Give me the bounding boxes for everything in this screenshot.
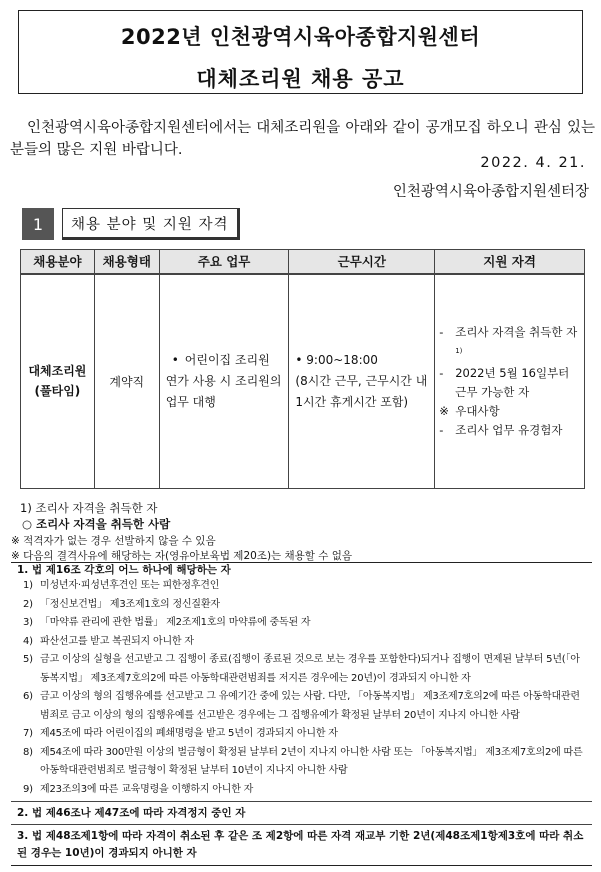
qualification-text: 조리사 자격을 취득한 자$^{1)}$ <box>455 324 578 355</box>
cell-qualification <box>435 274 585 489</box>
qualification-mark: - <box>439 324 444 339</box>
list-item-text: 「정신보건법」 제3조제1호의 정신질환자 <box>40 598 220 610</box>
list-item-number: 3) <box>23 617 33 628</box>
list-item-text: 파산선고를 받고 복권되지 아니한 자 <box>40 635 194 647</box>
list-item-number: 7) <box>23 728 33 739</box>
qualification-mark: ※ <box>439 403 449 418</box>
notice-signer: 인천광역시육아종합지원센터장 <box>392 184 589 200</box>
header-hours: 근무시간 <box>289 250 435 274</box>
table-row <box>21 274 585 489</box>
disqualification-list <box>11 577 592 799</box>
footnote-4: ※ 다음의 결격사유에 해당하는 자(영유아보육법 제20조)는 채용할 수 없음 <box>11 550 353 562</box>
cell-field <box>21 274 95 489</box>
list-item-number: 6) <box>23 691 33 702</box>
list-item <box>11 688 592 725</box>
qualification-mark: - <box>439 365 444 380</box>
list-item <box>11 725 592 744</box>
list-item <box>11 633 592 652</box>
qualification-item <box>439 402 581 421</box>
header-duty: 주요 업무 <box>159 250 289 274</box>
list-item-number: 9) <box>23 783 33 795</box>
header-field: 채용분야 <box>21 250 95 274</box>
list-item-number: 1) <box>23 580 33 591</box>
list-item <box>11 744 592 781</box>
cell-type: 계약직 <box>94 274 159 489</box>
divider <box>11 824 592 825</box>
section-heading <box>22 208 240 240</box>
list-item-text: 미성년자·피성년후견인 또는 피한정후견인 <box>40 580 220 591</box>
field-name: 대체조리원 <box>28 364 87 379</box>
header-qualification: 지원 자격 <box>435 250 585 274</box>
list-item-text: 금고 이상의 실형을 선고받고 그 집행이 종료(집행이 종료된 것으로 보는 경우를 포함한다)되거나 집행이 면제된 날부터 5년(「아동복지법」 제3조제7호의2에 따른 아동학대관련범죄를 저지른 경우에는 20년)이 경과되지 아니한 자 <box>40 654 580 684</box>
qualification-item <box>439 364 581 402</box>
title-line2: 대체조리원 채용 공고 <box>196 67 405 91</box>
qualification-text: 조리사 업무 유경험자 <box>455 422 563 437</box>
footnote-3: ※ 적격자가 없는 경우 선발하지 않을 수 있음 <box>11 535 216 547</box>
header-type: 채용형태 <box>94 250 159 274</box>
section-number: 1 <box>22 208 54 240</box>
title-line1: 2022년 인천광역시육아종합지원센터 <box>120 25 481 49</box>
divider <box>11 801 592 802</box>
qualification-item <box>439 323 581 364</box>
disqualification-item-3: 3. 법 제48조제1항에 따라 자격이 취소된 후 같은 조 제2항에 따른 자격 재교부 기한 2년(제48조제1항제3호에 따라 취소된 경우는 10년)이 경과되지 아니한 자 <box>17 830 584 859</box>
hours-time: • 9:00~18:00 <box>295 352 378 367</box>
list-item-number: 8) <box>23 746 33 758</box>
notice-date: 2022. 4. 21. <box>480 155 586 171</box>
list-item-number: 4) <box>23 635 33 647</box>
list-item <box>11 577 592 596</box>
list-item <box>11 614 592 633</box>
duty-text: 어린이집 조리원 연가 사용 시 조리원의 업무 대행 <box>165 352 282 409</box>
table-header-row <box>21 250 585 274</box>
list-item-text: 제45조에 따라 어린이집의 폐쇄명령을 받고 5년이 경과되지 아니한 자 <box>40 728 338 739</box>
qualification-mark: - <box>439 422 444 437</box>
list-item-number: 2) <box>23 598 33 610</box>
qualification-text: 2022년 5월 16일부터 근무 가능한 자 <box>455 365 570 399</box>
list-item-number: 5) <box>23 654 33 665</box>
qualification-text: 우대사항 <box>455 403 500 418</box>
duty-bullet: • <box>171 352 179 367</box>
footnote-2: ○ 조리사 자격을 취득한 사람 <box>22 517 171 531</box>
section-title: 채용 분야 및 지원 자격 <box>62 208 240 240</box>
field-detail: (풀타임) <box>34 384 81 399</box>
cell-hours <box>289 274 435 489</box>
disqualification-item-1: 1. 법 제16조 각호의 어느 하나에 해당하는 자 <box>17 564 231 576</box>
list-item-text: 금고 이상의 형의 집행유예를 선고받고 그 유예기간 중에 있는 사람. 다만, 「아동복지법」 제3조제7호의2에 따른 아동학대관련범죄로 금고 이상의 형의 집행유예를 선고받은 경우에는 그 집행유예가 확정된 날부터 20년이 지나지 아니한 사람 <box>40 691 580 721</box>
disqualification-box <box>11 562 592 866</box>
recruitment-table <box>20 249 585 489</box>
hours-detail: (8시간 근무, 근무시간 내 1시간 휴게시간 포함) <box>295 373 428 409</box>
list-item <box>11 781 592 800</box>
title-box <box>18 10 583 94</box>
cell-duty <box>159 274 289 489</box>
list-item-text: 제54조에 따라 300만원 이상의 벌금형이 확정된 날부터 2년이 지나지 아니한 사람 또는 「아동복지법」 제3조제7호의2에 따른 아동학대관련범죄로 벌금형이 확정된 날부터 10년이 지나지 아니한 사람 <box>40 746 583 776</box>
intro-paragraph: 인천광역시육아종합지원센터에서는 대체조리원을 아래와 같이 공개모집 하오니 관심 있는 분들의 많은 지원 바랍니다. <box>10 120 595 158</box>
footnote-1: 1) 조리사 자격을 취득한 자 <box>20 501 158 515</box>
footnote-ref: 1) <box>455 346 463 355</box>
qualification-item <box>439 421 581 440</box>
list-item <box>11 651 592 688</box>
list-item-text: 제23조의3에 따른 교육명령을 이행하지 아니한 자 <box>40 783 254 795</box>
list-item <box>11 596 592 615</box>
list-item-text: 「마약류 관리에 관한 법률」 제2조제1호의 마약류에 중독된 자 <box>40 617 311 628</box>
disqualification-item-2: 2. 법 제46조나 제47조에 따라 자격정지 중인 자 <box>17 807 246 819</box>
